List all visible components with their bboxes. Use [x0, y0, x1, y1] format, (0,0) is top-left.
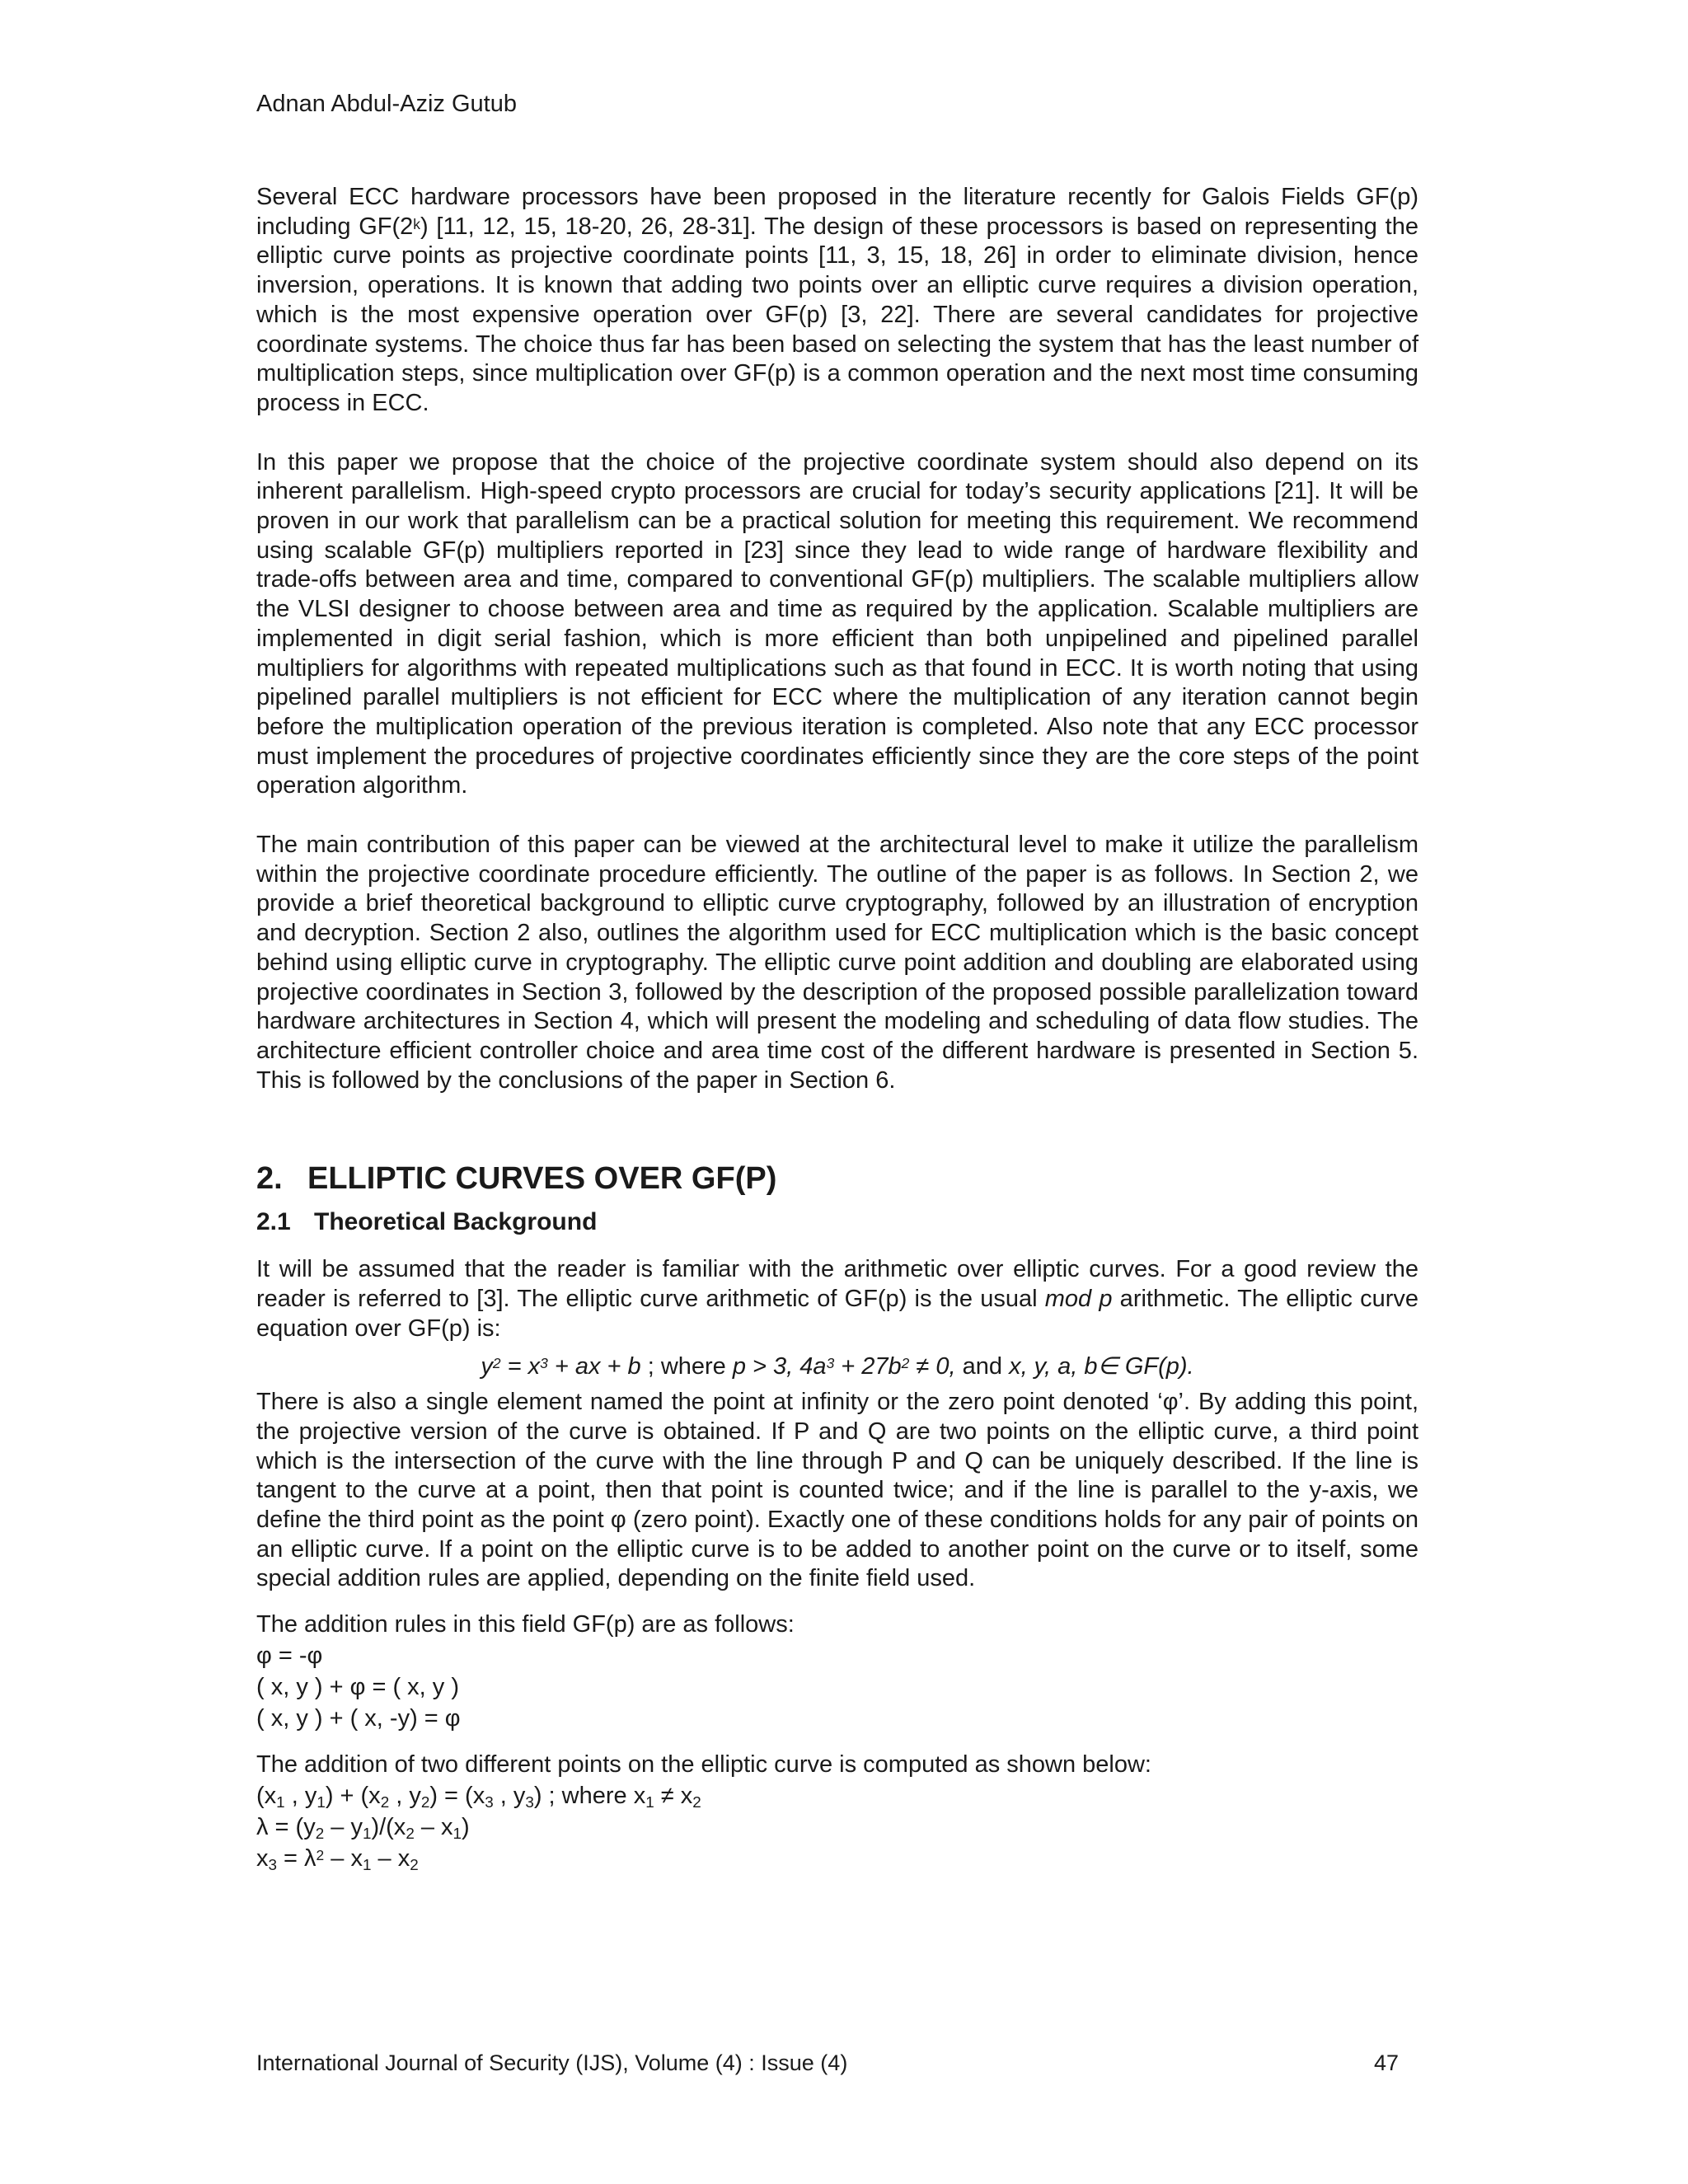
intro-paragraph-2: In this paper we propose that the choice of the projective coordinate system should also depend on its inherent parallelism. High-speed crypto processors are crucial for today’s security applications [21]. It will be proven in our work that parallelism can be a practical solution for meeting this requirement. We recommend using scalable GF(p) multipliers reported in [23] since they lead to wide range of hardware flexibility and trade-offs between area and time, compared to conventional GF(p) multipliers. The scalable multipliers allow the VLSI designer to choose between area and time as required by the application. Scalable multipliers are implemented in digit serial fashion, which is more efficient than both unpipelined and pipelined parallel multipliers for algorithms with repeated multiplications such as that found in ECC. It is worth noting that using pipelined parallel multipliers is not efficient for ECC where the multiplication of any iteration cannot begin before the multiplication operation of the previous iteration is completed. Also note that any ECC processor must implement the procedures of projective coordinates efficiently since they are the core steps of the point operation algorithm.: [256, 448, 1418, 799]
section-title: ELLIPTIC CURVES OVER GF(P): [307, 1161, 777, 1197]
page-body: [256, 183, 1418, 1874]
background-paragraph-2: There is also a single element named the point at infinity or the zero point denoted ‘φ’. By adding this point, the projective version of the curve is obtained. If P and Q are two points on the elliptic curve, a third point which is the intersection of the curve with the line through P and Q can be uniquely described. If the line is tangent to the curve at a point, then that point is counted twice; and if the line is parallel to the y-axis, we define the third point as the point φ (zero point). Exactly one of these conditions holds for any pair of points on an elliptic curve. If a point on the elliptic curve is to be added to another point on the curve or to itself, some special addition rules are applied, depending on the finite field used.: [256, 1389, 1418, 1592]
section-number: 2.: [256, 1161, 283, 1197]
page-number: 47: [1373, 2050, 1399, 2075]
addition-rules-list: [256, 1640, 1418, 1734]
page-footer: [256, 2050, 1399, 2076]
formula-line: $x_3 = \lambda^2 - x_1 - x_2$: [256, 1844, 419, 1874]
subsection-number: 2.1: [256, 1208, 291, 1236]
addition-rule: ( x, y ) + φ = ( x, y ): [256, 1673, 459, 1700]
intro-paragraph-3: The main contribution of this paper can be viewed at the architectural level to make it utilize the parallelism within the projective coordinate procedure efficiently. The outline of the paper is as follows. In Section 2, we provide a brief theoretical background to elliptic curve cryptography, followed by an illustration of encryption and decryption. Section 2 also, outlines the algorithm used for ECC multiplication which is the basic concept behind using elliptic curve in cryptography. The elliptic curve point addition and doubling are elaborated using projective coordinates in Section 3, followed by the description of the proposed possible parallelization toward hardware architectures in Section 4, which will present the modeling and scheduling of data flow studies. The architecture efficient controller choice and area time cost of the different hardware is presented in Section 5. This is followed by the conclusions of the paper in Section 6.: [256, 832, 1418, 1094]
point-addition-intro: The addition of two different points on the elliptic curve is computed as shown below:: [256, 1750, 1151, 1778]
addition-rule: φ = -φ: [256, 1642, 323, 1669]
background-paragraph-1: It will be assumed that the reader is familiar with the arithmetic over elliptic curves. For a good review the reader is referred to [3]. The elliptic curve arithmetic of GF(p) is the usual mod p arithmetic. The elliptic curve equation over GF(p) is:: [256, 1256, 1418, 1342]
elliptic-curve-equation: $y^2 = x^3$ + ax + b ; where p > 3, $4a^3 + 27b^2 \ne 0$, and x, y, a, b∈ GF(p).: [481, 1352, 1194, 1380]
addition-rule: ( x, y ) + ( x, -y) = φ: [256, 1704, 461, 1732]
footer-journal: International Journal of Security (IJS), Volume (4) : Issue (4): [256, 2050, 848, 2075]
formula-line: $\lambda = (y_2 - y_1)/(x_2 - x_1)$: [256, 1813, 470, 1843]
formula-line: ($x_1$ , $y_1) + (x_2$ , $y_2) = (x_3$ , $y_3$) ; where $x_1 \ne x_2$: [256, 1782, 701, 1811]
point-addition-formulas: [256, 1780, 1418, 1874]
running-header-author: Adnan Abdul-Aziz Gutub: [256, 91, 517, 117]
subsection-title: Theoretical Background: [314, 1208, 598, 1236]
addition-rules-intro: The addition rules in this field GF(p) are as follows:: [256, 1611, 795, 1638]
intro-p1-rendered: Several ECC hardware processors have been proposed in the literature recently for Galois Fields GF(p) including GF(2$^k$) [11, 12, 15, 18-20, 26, 28-31]. The design of these processors is based on representing the elliptic curve points as projective coordinate points [11, 3, 15, 18, 26] in order to eliminate division, hence inversion, operations. It is known that adding two points over an elliptic curve requires a division operation, which is the most expensive operation over GF(p) [3, 22]. There are several candidates for projective coordinate systems. The choice thus far has been based on selecting the system that has the least number of multiplication steps, since multiplication over GF(p) is a common operation and the next most time consuming process in ECC.: [256, 184, 1418, 416]
subsection-heading: [256, 1206, 1418, 1239]
intro-paragraph-1: [256, 183, 1418, 419]
section-heading: [256, 1160, 1418, 1197]
